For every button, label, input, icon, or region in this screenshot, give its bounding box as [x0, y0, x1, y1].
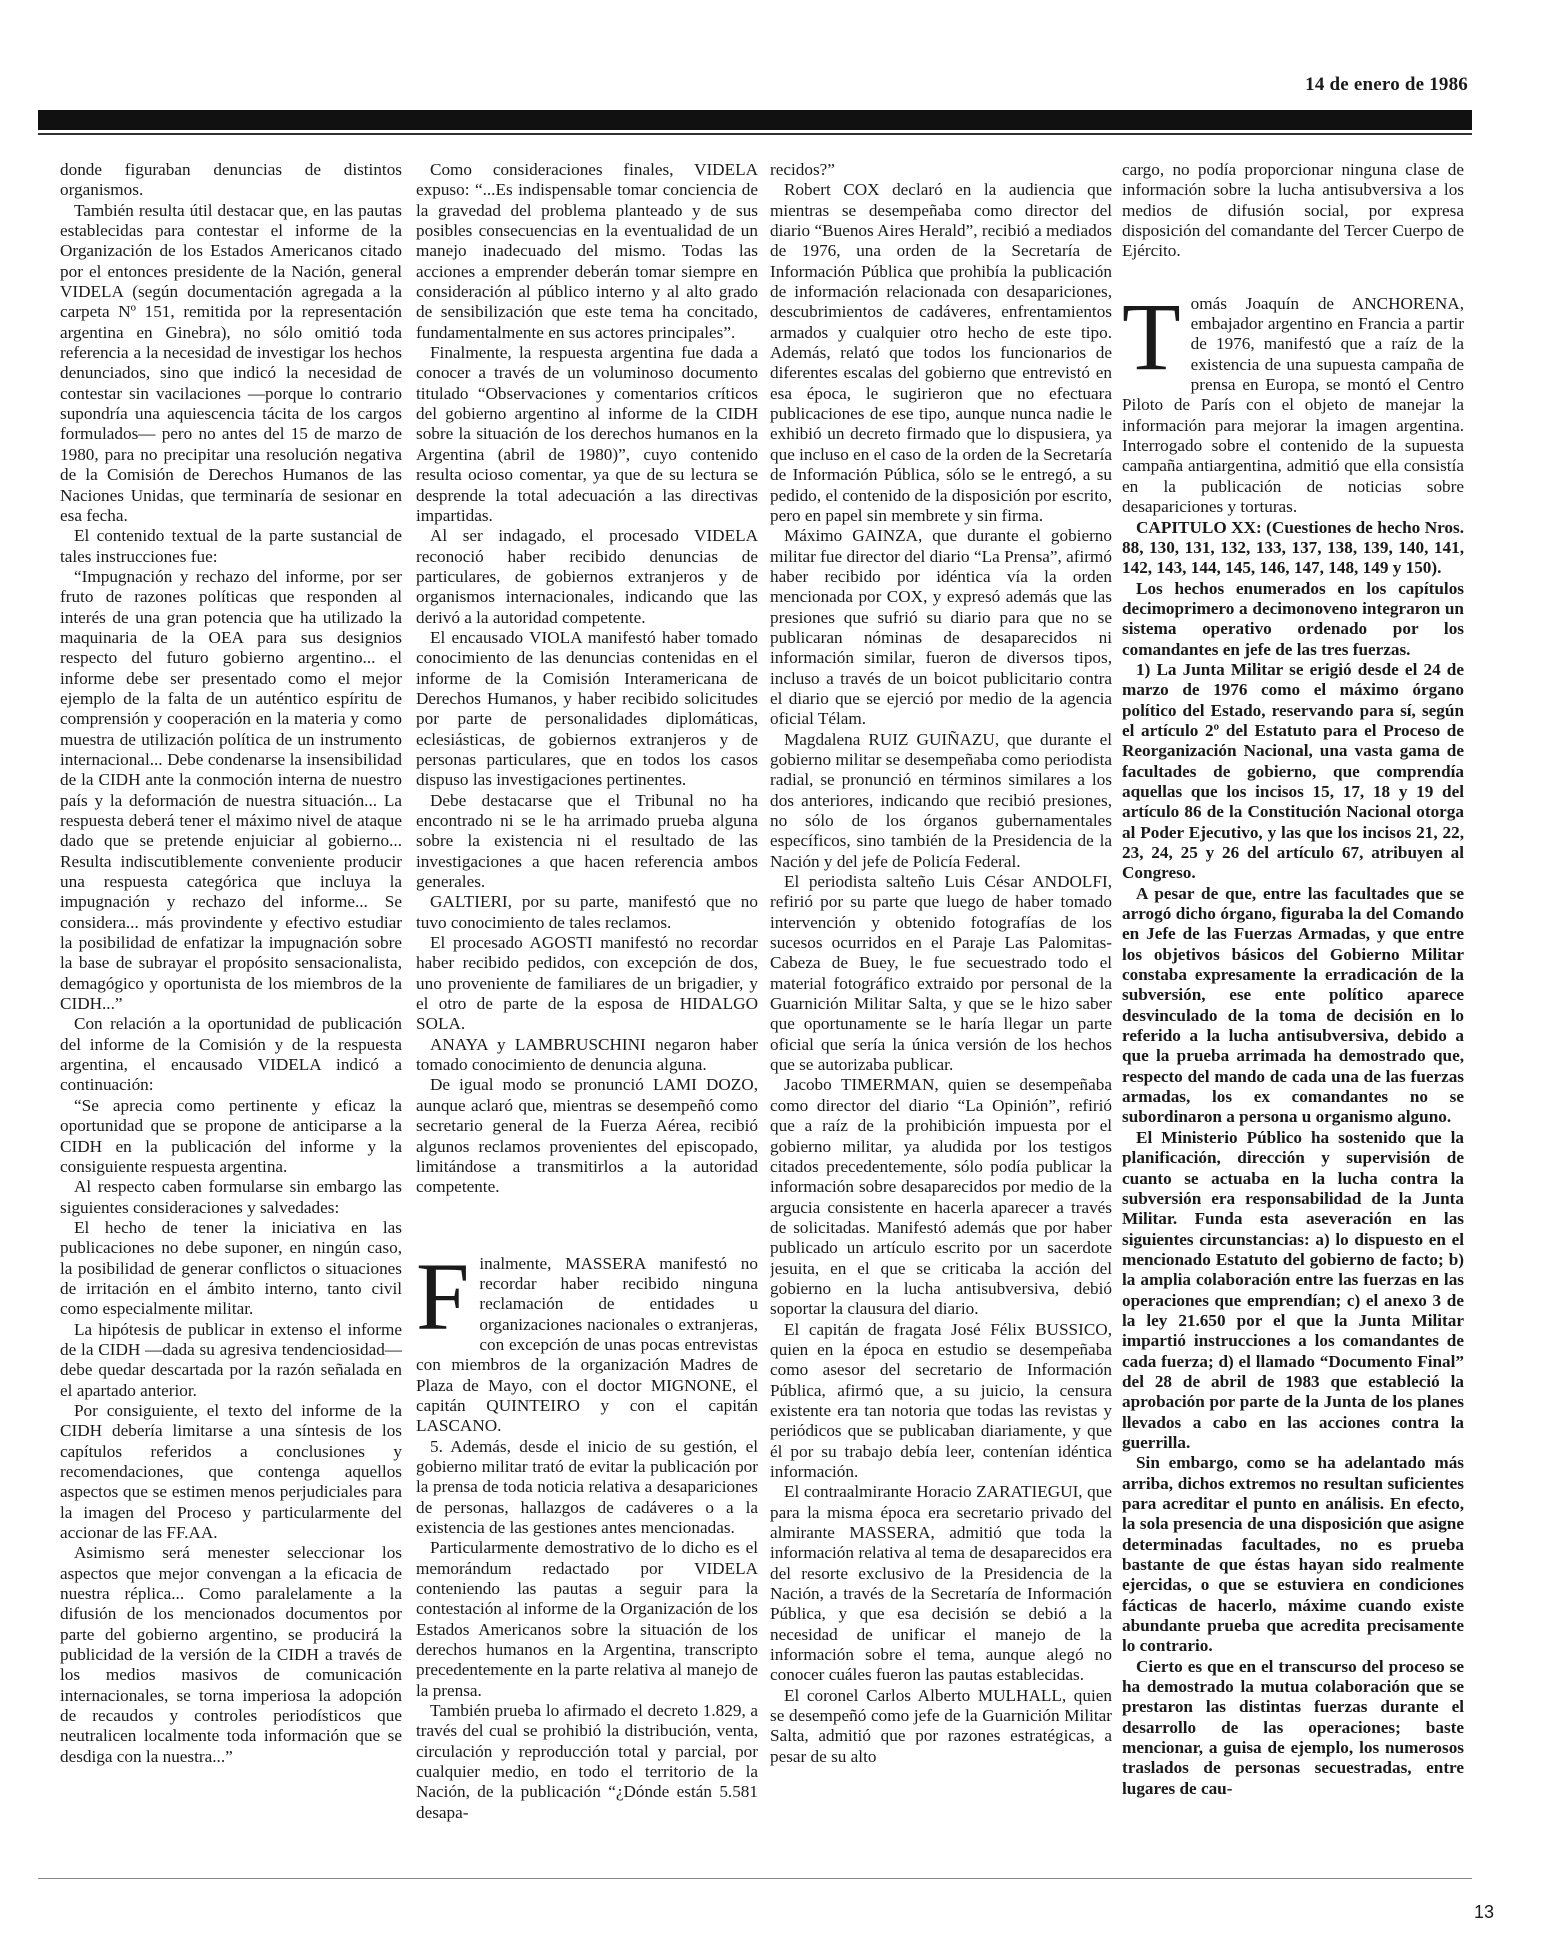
paragraph-text: inalmente, MASSERA manifestó no recordar haber recibido ninguna reclamación de entidades u organizaciones nacionales o extranjeras, con excepción de unas pocas entrevistas con miembros de la organización Madres de Plaza de Mayo, con el doctor MIGNONE, el capitán QUINTEIRO y con el capitán LASCANO. — [416, 1253, 758, 1436]
paragraph: El periodista salteño Luis César ANDOLFI, refirió por su parte que luego de haber tomado intervención y obtenido fotografías de los sucesos ocurridos en el Paraje Las Palomitas-Cabeza de Buey, le fue secuestrado todo el material fotográfico extraido por personal de la Guarnición Militar Salta, y que se le hizo saber que oportunamente se le haría llegar un parte oficial que sería la única versión de los hechos que se autorizaba publicar. — [770, 872, 1112, 1075]
drop-cap: F — [416, 1242, 470, 1350]
dropcap-paragraph — [1122, 282, 1464, 518]
paragraph: cargo, no podía proporcionar ninguna clase de información sobre la lucha antisubversiva a los medios de difusión social, por expresa disposición del comandante del Tercer Cuerpo de Ejército. — [1122, 160, 1464, 261]
paragraph: La hipótesis de publicar in extenso el informe de la CIDH —dada su agresiva tendenciosidad— debe quedar descartada por la razón señalada en el apartado anterior. — [60, 1319, 402, 1400]
paragraph: Finalmente, la respuesta argentina fue dada a conocer a través de un voluminoso documento titulado “Observaciones y comentarios críticos del gobierno argentino al informe de la CIDH sobre la situación de los derechos humanos en la Argentina (abril de 1980)”, cuyo contenido resulta ocioso comentar, ya que de su lectura se desprende la total adecuación a las directivas impartidas. — [416, 343, 758, 525]
paragraph: Particularmente demostrativo de lo dicho es el memorándum redactado por VIDELA conteniendo las pautas a seguir para la contestación al informe de la Organización de los Estados Americanos sobre la situación de los derechos humanos en la Argentina, transcripto precedentemente en la parte relativa al manejo de la prensa. — [416, 1538, 758, 1700]
paragraph: De igual modo se pronunció LAMI DOZO, aunque aclaró que, mientras se desempeñó como secretario general de la Fuerza Aérea, recibió algunos reclamos provenientes del episcopado, limitándose a transmitirlos a la autoridad competente. — [416, 1075, 758, 1197]
paragraph: El Ministerio Público ha sostenido que la planificación, dirección y supervisión de cuanto se actuaba en la lucha contra la subversión era responsabilidad de la Junta Militar. Funda esta aseveración en las siguientes circunstancias: a) lo dispuesto en el mencionado Estatuto del gobierno de facto; b) la amplia colaboración entre las fuerzas en las operaciones que emprendían; c) el anexo 3 de la ley 21.650 por el que la Junta Militar impartió instrucciones a los comandantes de cada fuerza; d) el llamado “Documento Final” del 28 de abril de 1983 que estableció la aprobación por parte de la Junta de los planes llevados a cabo en las acciones contra la guerrilla. — [1122, 1127, 1464, 1452]
paragraph: Como consideraciones finales, VIDELA expuso: “...Es indispensable tomar conciencia de la gravedad del problema planteado y de sus posibles consecuencias en la eventualidad de un manejo inadecuado del mismo. Todas las acciones a emprender deberán tomar siempre en consideración al público interno y al alto grado de sensibilización que este tema ha concitado, fundamentalmente en sus actores principales”. — [416, 160, 758, 342]
paragraph: 1) La Junta Militar se erigió desde el 24 de marzo de 1976 como el máximo órgano político del Estado, reservando para sí, según el artículo 2º del Estatuto para el Proceso de Reorganización Nacional, una vasta gama de facultades de gobierno, que comprendía aquellas que los incisos 15, 17, 18 y 19 del artículo 86 de la Constitución Nacional otorga al Poder Ejecutivo, y las que los incisos 21, 22, 23, 24, 25 y 26 del artículo 67, atribuyen al Congreso. — [1122, 659, 1464, 883]
paragraph: 5. Además, desde el inicio de su gestión, el gobierno militar trató de evitar la publicación por la prensa de toda noticia relativa a desapariciones de personas, hallazgos de cadáveres o a la existencia de las gestiones antes mencionadas. — [416, 1436, 758, 1537]
paragraph: Con relación a la oportunidad de publicación del informe de la Comisión y de la respuesta argentina, el encausado VIDELA indicó a continuación: — [60, 1014, 402, 1095]
paragraph: Cierto es que en el transcurso del proceso se ha demostrado la mutua colaboración que se prestaron las distintas fuerzas durante el desarrollo de las operaciones; baste mencionar, a guisa de ejemplo, los numerosos traslados de personas secuestradas, entre lugares de cau- — [1122, 1656, 1464, 1798]
paragraph: El contraalmirante Horacio ZARATIEGUI, que para la misma época era secretario privado del almirante MASSERA, admitió que toda la información relativa al tema de desaparecidos era del resorte exclusivo de la Presidencia de la Nación, a través de la Secretaría de Información Pública, y que esa decisión se debió a la necesidad de unificar el manejo de la información sobre el tema, aunque alegó no conocer cuáles fueron las pautas establecidas. — [770, 1482, 1112, 1685]
paragraph-text: omás Joaquín de ANCHORENA, embajador argentino en Francia a partir de 1976, manifestó que a raíz de la existencia de una supuesta campaña de prensa en Europa, se montó el Centro Piloto de París con el objeto de manejar la información para mejorar la imagen argentina. Interrogado sobre el contenido de la supuesta campaña antiargentina, admitió que ella consistía en la publicación de noticias sobre desapariciones y torturas. — [1122, 293, 1464, 517]
paragraph: Máximo GAINZA, que durante el gobierno militar fue director del diario “La Prensa”, afirmó haber recibido por idéntica vía la orden mencionada por COX, y expresó además que las presiones que sufrió su diario para que no se publicaran nóminas de desaparecidos ni información similar, fueron de diversos tipos, incluso a través de un boicot publicitario contra el diario que se ejerció por medio de la agencia oficial Télam. — [770, 526, 1112, 729]
paragraph: Los hechos enumerados en los capítulos decimoprimero a decimonoveno integraron un sistema operativo ordenado por los comandantes en jefe de las tres fuerzas. — [1122, 578, 1464, 659]
paragraph: Robert COX declaró en la audiencia que mientras se desempeñaba como director del diario “Buenos Aires Herald”, recibió a mediados de 1976, una orden de la Secretaría de Información Pública que prohibía la publicación de información relacionada con desapariciones, descubrimientos de cadáveres, enfrentamientos armados y cualquier otro hecho de este tipo. Además, relató que todos los funcionarios de diferentes escalas del gobierno que entrevistó en esa época, le sugirieron que no efectuara publicaciones de ese tipo, aunque nunca nadie le exhibió un decreto firmado que lo dispusiera, ya que incluso en el caso de la orden de la Secretaría de Información Pública, sólo se le entregó, a su pedido, el contenido de la disposición por escrito, pero en papel sin membrete y sin firma. — [770, 180, 1112, 525]
paragraph: El coronel Carlos Alberto MULHALL, quien se desempeñó como jefe de la Guarnición Militar Salta, admitió que por razones estratégicas, a pesar de su alto — [770, 1685, 1112, 1766]
column-4 — [1122, 160, 1464, 1860]
paragraph: Por consiguiente, el texto del informe de la CIDH debería limitarse a una síntesis de los capítulos referidos a conclusiones y recomendaciones, que contenga aquellos aspectos que se estimen menos perjudiciales para la imagen del Proceso y particularmente del accionar de las FF.AA. — [60, 1400, 402, 1543]
paragraph: Magdalena RUIZ GUIÑAZU, que durante el gobierno militar se desempeñaba como periodista radial, se pronunció en términos similares a los dos anteriores, indicando que recibió presiones, no sólo de los órganos gubernamentales específicos, sino también de la Presidencia de la Nación y del jefe de Policía Federal. — [770, 729, 1112, 871]
paragraph: “Impugnación y rechazo del informe, por ser fruto de razones políticas que responden al interés de una gran potencia que ha utilizado la maquinaria de la OEA para sus designios respecto del futuro gobierno argentino... el informe debe ser presentado como el mejor ejemplo de la falta de un auténtico espíritu de comprensión y cooperación en la materia y como muestra de utilización política de un instrumento internacional... Debe condenarse la insensibilidad de la CIDH ante la conmoción interna de nuestro país y la deformación de nuestra situación... La respuesta deberá tener el máximo nivel de ataque dado que se pretende enjuiciar al gobierno... Resulta indiscutiblemente conveniente producir una respuesta categórica que incluya la impugnación y rechazo del informe... Se considera... más provindente y efectivo estudiar la posibilidad de enfatizar la impugnación sobre la base de subrayar el propósito sensacionalista, demagógico y oportunista de los miembros de la CIDH...” — [60, 566, 402, 1014]
column-1 — [60, 160, 402, 1860]
paragraph: El capitán de fragata José Félix BUSSICO, quien en la época en estudio se desempeñaba como asesor del secretario de Información Pública, afirmó que, a su juicio, la censura existente era tan notoria que todas las revistas y periódicos que se publicaban diariamente, y que él por su trabajo debía leer, contenían idéntica información. — [770, 1319, 1112, 1481]
paragraph: Sin embargo, como se ha adelantado más arriba, dichos extremos no resultan suficientes para acreditar el punto en análisis. En efecto, la sola presencia de una disposición que asigne determinadas facultades, no es prueba bastante de que éstas hayan sido realmente ejercidas, o que se estuviera en condiciones fácticas de hacerlo, máxime cuando existe abundante prueba que acredita precisamente lo contrario. — [1122, 1453, 1464, 1656]
paragraph: donde figuraban denuncias de distintos organismos. — [60, 160, 402, 200]
paragraph: “Se aprecia como pertinente y eficaz la oportunidad que se propone de anticiparse a la CIDH en la publicación del informe y la consiguiente respuesta argentina. — [60, 1095, 402, 1176]
paragraph: A pesar de que, entre las facultades que se arrogó dicho órgano, figuraba la del Comando en Jefe de las Fuerzas Armadas, y que entre los objetivos básicos del Gobierno Militar constaba expresamente la erradicación de la subversión, ese ente político aparece desvinculado de la toma de decisión en lo referido a la lucha antisubversiva, debido a que la prueba arrimada ha demostrado que, respecto del mando de cada una de las fuerzas armadas, los ex comandantes no se subordinaron a persona u organismo alguno. — [1122, 883, 1464, 1127]
column-3 — [770, 160, 1112, 1860]
paragraph: Asimismo será menester seleccionar los aspectos que mejor convengan a la eficacia de nuestra réplica... Como paralelamente a la difusión de los mencionados documentos por parte del gobierno argentino, se producirá la publicidad de la versión de la CIDH a través de los medios masivos de comunicación internacionales, se torna imperiosa la adopción de recaudos y controles periodísticos que neutralicen localmente toda información que se desdiga con la nuestra...” — [60, 1543, 402, 1766]
masthead-date: 14 de enero de 1986 — [1305, 74, 1468, 95]
paragraph: También resulta útil destacar que, en las pautas establecidas para contestar el informe de la Organización de los Estados Americanos citado por el entonces presidente de la Nación, general VIDELA (según documentación agregada a la carpeta Nº 151, remitida por la representación argentina en Ginebra), no sólo omitió toda referencia a la necesidad de investigar los hechos denunciados, sino que indicó la necesidad de contestar sin vacilaciones —porque lo contrario supondría una aquiescencia tácita de los cargos formulados— pero no antes del 15 de marzo de 1980, para no precipitar una resolución negativa de la Comisión de Derechos Humanos de las Naciones Unidas, que terminaría de sesionar en esa fecha. — [60, 200, 402, 525]
paragraph: ANAYA y LAMBRUSCHINI negaron haber tomado conocimiento de denuncia alguna. — [416, 1034, 758, 1075]
paragraph: Debe destacarse que el Tribunal no ha encontrado ni se le ha arrimado prueba alguna sobre la existencia ni el resultado de las investigaciones a que hacen referencia ambos generales. — [416, 790, 758, 892]
paragraph: El encausado VIOLA manifestó haber tomado conocimiento de las denuncias contenidas en el informe de la Comisión Interamericana de Derechos Humanos, y haber recibido solicitudes por parte de personalidades diplomáticas, eclesiásticas, de gobiernos extranjeros y de personas particulares, que en todos los casos dispuso las investigaciones pertinentes. — [416, 627, 758, 790]
header-rule-bar — [38, 110, 1472, 130]
paragraph: GALTIERI, por su parte, manifestó que no tuvo conocimiento de tales reclamos. — [416, 892, 758, 932]
paragraph: También prueba lo afirmado el decreto 1.829, a través del cual se prohibió la distribución, venta, circulación y reproducción total y parcial, por cualquier medio, en todo el territorio de la Nación, de la publicación “¿Dónde están 5.581 desapa- — [416, 1701, 758, 1822]
chapter-heading: CAPITULO XX: (Cuestiones de hecho Nros. 88, 130, 131, 132, 133, 137, 138, 139, 140, 141, 142, 143, 144, 145, 146, 147, 148, 149 y 150). — [1122, 517, 1464, 578]
footer-rule — [38, 1878, 1472, 1879]
header-rule-thin — [38, 133, 1472, 135]
dropcap-paragraph — [416, 1242, 758, 1437]
paragraph: Al respecto caben formularse sin embargo las siguientes consideraciones y salvedades: — [60, 1177, 402, 1217]
paragraph: El contenido textual de la parte sustancial de tales instrucciones fue: — [60, 526, 402, 566]
drop-cap: T — [1122, 282, 1181, 390]
paragraph: Al ser indagado, el procesado VIDELA reconoció haber recibido denuncias de particulares, de gobiernos extranjeros y de organismos internacionales, indicando que las derivó a la autoridad competente. — [416, 526, 758, 627]
paragraph: El procesado AGOSTI manifestó no recordar haber recibido pedidos, con excepción de dos, uno proveniente de familiares de un brigadier, y el otro de parte de la esposa de HIDALGO SOLA. — [416, 933, 758, 1034]
page-number: 13 — [1473, 1902, 1494, 1922]
column-2 — [416, 160, 758, 1860]
paragraph: recidos?” — [770, 160, 835, 179]
paragraph: El hecho de tener la iniciativa en las publicaciones no debe suponer, en ningún caso, la posibilidad de generar conflictos o situaciones de irritación en el ámbito interno, tanto civil como especialmente militar. — [60, 1217, 402, 1319]
paragraph: Jacobo TIMERMAN, quien se desempeñaba como director del diario “La Opinión”, refirió que a raíz de la prohibición impuesta por el gobierno militar, ya aludida por los testigos citados precedentemente, sólo podía publicar la información sobre desaparecidos por medio de la argucia consistente en hacerla aparecer a través de solicitadas. Manifestó además que por haber publicado un artículo escrito por un sacerdote jesuita, en el que se criticaba la acción del gobierno en la lucha antisubversiva, debió soportar la clausura del diario. — [770, 1075, 1112, 1319]
